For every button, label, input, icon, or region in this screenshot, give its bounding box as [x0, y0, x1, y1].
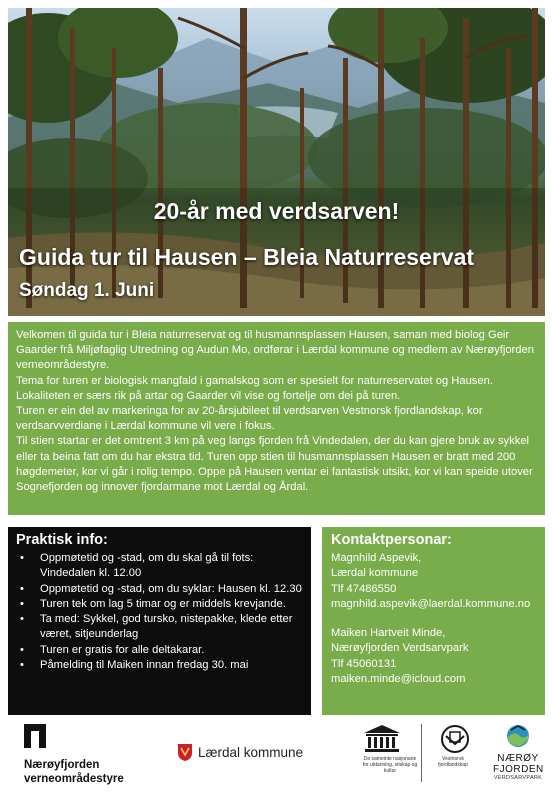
contact-phone[interactable]: Tlf 47486550	[331, 582, 397, 595]
logo-text: Lærdal kommune	[198, 745, 304, 760]
contact-org: Nærøyfjorden Verdsarvpark	[331, 642, 469, 655]
list-item-text: Turen er gratis for alle deltakarar.	[40, 643, 205, 656]
practical-info-panel	[8, 527, 311, 715]
contact-phone[interactable]: Tlf 45060131	[331, 657, 397, 670]
list-item-text: Turen tek om lag 5 timar og er middels krevjande.	[40, 597, 286, 610]
logo-text-line: verneområdestyre	[24, 772, 124, 785]
heritage-site-caption: Vestnorsk fjordlandskap	[438, 756, 468, 768]
list-item-text: Oppmøtetid og -stad, om du syklar: Hausen kl. 12.30	[40, 582, 302, 595]
practical-info-heading: Praktisk info:	[16, 532, 108, 548]
unesco-world-heritage-logo	[362, 724, 470, 774]
bullet-icon: •	[20, 659, 24, 672]
list-item	[16, 551, 303, 582]
footer-logos	[0, 720, 553, 802]
intro-paragraph: Velkomen til guida tur i Bleia naturreservat og til husmannsplassen Hausen, saman med biolog Geir Gaarder frå Miljøfaglig Utredning og Audun Mo, ordførar i Lærdal kommune og medlem av Nærøyfjorden verneområdestyre.	[16, 329, 534, 372]
logo-text-line: FJORDEN	[493, 764, 544, 775]
verdsarvpark-circle-icon	[506, 724, 530, 748]
contact-email-link[interactable]: magnhild.aspevik@laerdal.kommune.no	[331, 597, 531, 610]
list-item	[16, 582, 303, 597]
bullet-icon: •	[20, 552, 24, 564]
practical-info-list	[16, 551, 303, 673]
intro-paragraph: Turen er ein del av markeringa for av 20-årsjubileet til verdsarven Vestnorsk fjordlandskap, kor verdsarvverdiane i Lærdal kommune vil vere i fokus.	[16, 405, 483, 433]
intro-paragraph: Tema for turen er biologisk mangfald i gamalskog som er spesielt for naturreservatet og Hausen. Lokaliteten er særs rik på artar og Gaarder vil vise og fortelje om dei på turen.	[16, 374, 493, 402]
list-item-text: Oppmøtetid og -stad, om du skal gå til fots: Vindedalen kl. 12.00	[40, 552, 254, 580]
world-heritage-emblem-icon	[440, 724, 470, 754]
contact-email-link[interactable]: maiken.minde@icloud.com	[331, 673, 466, 686]
contact-panel	[322, 527, 545, 715]
list-item	[16, 643, 303, 658]
laerdal-kommune-logo	[178, 744, 303, 761]
divider	[421, 724, 422, 782]
contact-name: Magnhild Aspevik,	[331, 552, 422, 564]
logo-text-line: NÆRØY	[497, 753, 539, 764]
naeroyfjorden-verdsarvpark-logo	[493, 724, 543, 781]
list-item	[16, 612, 303, 643]
unesco-caption: De sameinte nasjonane for utdanning, vitskap og kultur	[362, 756, 418, 774]
logo-text-line: Nærøyfjorden	[24, 759, 100, 771]
event-title: Guida tur til Hausen – Bleia Naturreservat	[19, 244, 475, 270]
spacer	[331, 612, 537, 626]
fjord-symbol-icon	[24, 724, 46, 748]
unesco-temple-icon	[362, 724, 402, 754]
coat-of-arms-icon	[178, 744, 192, 761]
intro-panel	[8, 322, 545, 515]
list-item	[16, 658, 303, 673]
event-date: Søndag 1. Juni	[19, 280, 155, 301]
list-item	[16, 597, 303, 612]
contact-org: Lærdal kommune	[331, 567, 419, 580]
naeroyfjorden-verneomradestyre-logo	[24, 724, 164, 786]
bullet-icon: •	[20, 597, 24, 610]
logo-text-line: VERDSARVPARK	[493, 775, 543, 781]
list-item-text: Påmelding til Maiken innan fredag 30. mai	[40, 659, 249, 672]
list-item-text: Ta med: Sykkel, god tursko, nistepakke, klede etter været, sitjeunderlag	[40, 613, 293, 641]
contact-name: Maiken Hartveit Minde,	[331, 627, 446, 640]
bullet-icon: •	[20, 582, 24, 595]
hero-image	[8, 8, 545, 316]
bullet-icon: •	[20, 643, 24, 656]
bullet-icon: •	[20, 613, 24, 626]
intro-paragraph: Til stien startar er det omtrent 3 km på veg langs fjorden frå Vindedalen, der du kan gjere bruk av sykkel eller ta beina fatt om du har ekstra tid. Turen opp stien til husmannsplassen Hausen er bratt med 200 høgdemeter, kor vi går i rolig tempo. Oppe på Hausen ventar ei fantastisk utsikt, kor vi kan speide utover Sognefjorden og innover fjordarmane mot Lærdal og Årdal.	[16, 435, 533, 494]
contact-heading: Kontaktpersonar:	[331, 532, 452, 548]
hero-headline: 20-år med verdsarven!	[153, 198, 400, 224]
